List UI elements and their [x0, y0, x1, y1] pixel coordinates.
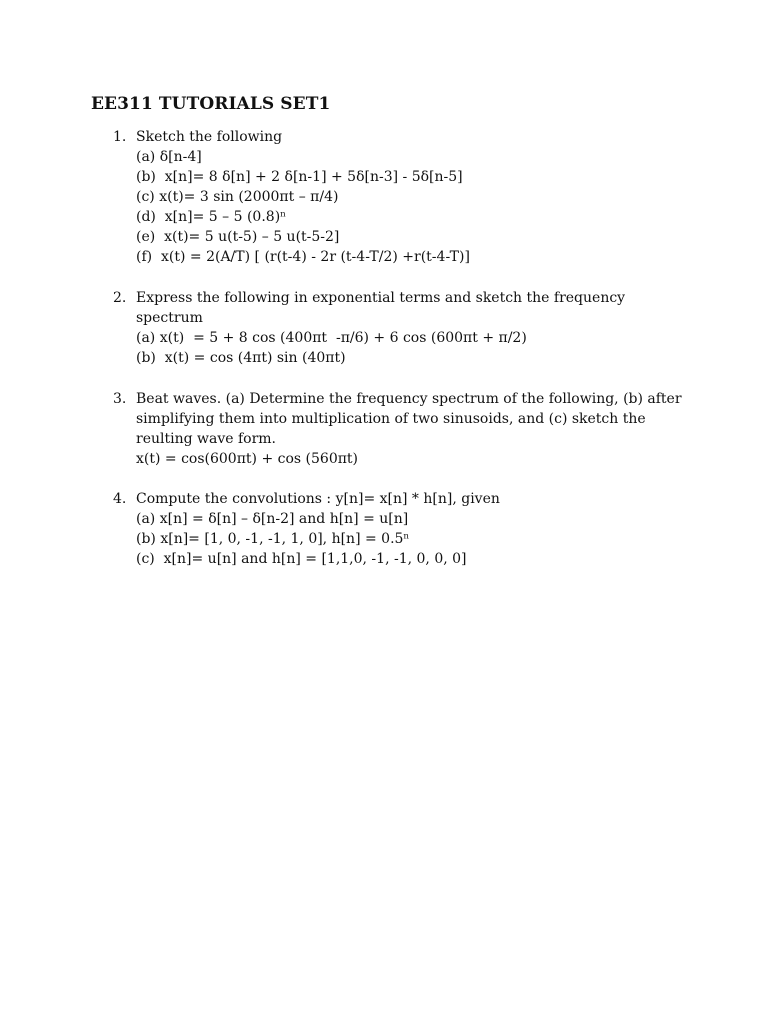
question-body	[136, 127, 673, 267]
question-text: Sketch the following	[136, 129, 283, 145]
sub-item-b: (b) x(t) = cos (4πt) sin (40πt)	[136, 350, 346, 366]
question-number: 2.	[113, 290, 127, 306]
question-2	[113, 288, 673, 368]
question-3	[113, 389, 682, 469]
sub-item-b: (b) x[n]= 8 δ[n] + 2 δ[n-1] + 5δ[n-3] - 5δ[n-5]	[136, 169, 463, 185]
question-text-continued: spectrum	[136, 310, 203, 326]
sub-item-b: (b) x[n]= [1, 0, -1, -1, 1, 0], h[n] = 0.5ⁿ	[136, 531, 410, 547]
sub-item-a: (a) x(t) = 5 + 8 cos (400πt -π/6) + 6 cos (600πt + π/2)	[136, 330, 527, 346]
sub-item-a: (a) δ[n-4]	[136, 149, 202, 165]
page-title: EE311 TUTORIALS SET1	[91, 94, 331, 114]
question-1	[113, 127, 673, 267]
question-body	[136, 288, 673, 368]
question-number: 3.	[113, 391, 127, 407]
question-text-continued: simplifying them into multiplication of two sinusoids, and (c) sketch the	[136, 411, 646, 427]
question-body	[136, 389, 682, 469]
signal-equation: x(t) = cos(600πt) + cos (560πt)	[136, 451, 359, 467]
question-4	[113, 489, 673, 569]
sub-item-a: (a) x[n] = δ[n] – δ[n-2] and h[n] = u[n]	[136, 511, 409, 527]
sub-item-f: (f) x(t) = 2(A/T) [ (r(t-4) - 2r (t-4-T/2) +r(t-4-T)]	[136, 249, 470, 265]
sub-item-c: (c) x(t)= 3 sin (2000πt – π/4)	[136, 189, 339, 205]
question-text: Beat waves. (a) Determine the frequency spectrum of the following, (b) after	[136, 391, 682, 407]
sub-item-e: (e) x(t)= 5 u(t-5) – 5 u(t-5-2]	[136, 229, 340, 245]
question-body	[136, 489, 673, 569]
question-number: 4.	[113, 491, 127, 507]
question-text-continued: reulting wave form.	[136, 431, 277, 447]
sub-item-c: (c) x[n]= u[n] and h[n] = [1,1,0, -1, -1, 0, 0, 0]	[136, 551, 467, 567]
question-text: Compute the convolutions : y[n]= x[n] * h[n], given	[136, 491, 500, 507]
sub-item-d: (d) x[n]= 5 – 5 (0.8)ⁿ	[136, 209, 287, 225]
question-number: 1.	[113, 129, 127, 145]
question-text: Express the following in exponential terms and sketch the frequency	[136, 290, 626, 306]
